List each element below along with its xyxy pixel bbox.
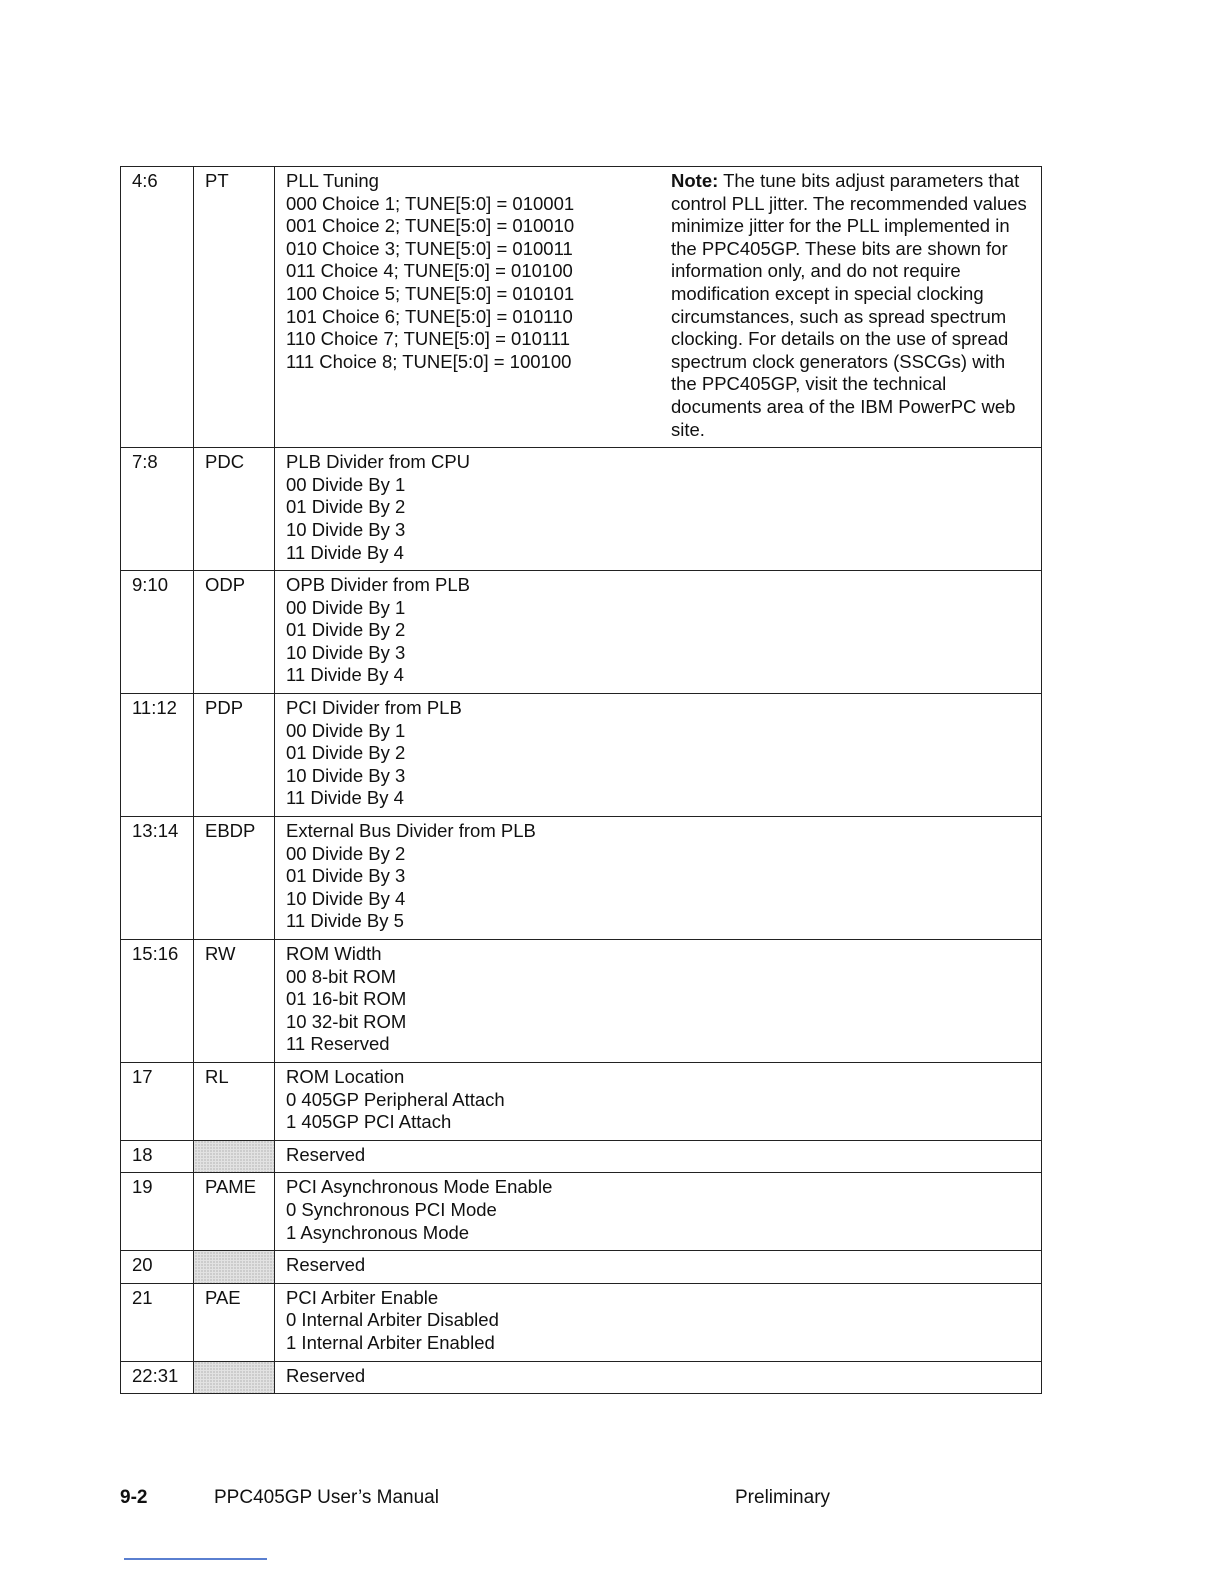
table-row [121, 571, 1042, 694]
note-line: minimize jitter for the PLL implemented in [671, 215, 1010, 237]
description-value-line: 0 Internal Arbiter Disabled [286, 1309, 499, 1331]
table-row [121, 1173, 1042, 1251]
description-value-line: 11 Divide By 4 [286, 664, 404, 686]
description-cell [275, 1062, 1042, 1140]
description-title: PLL Tuning [286, 170, 379, 191]
note-line-text: The tune bits adjust parameters that [718, 170, 1020, 191]
field-name-cell: PAME [194, 1173, 275, 1251]
description-value-line: 01 16-bit ROM [286, 988, 407, 1010]
description-lines [286, 943, 671, 1056]
reserved-shaded-cell [194, 1140, 275, 1173]
field-name-cell: PT [194, 167, 275, 448]
description-cell [275, 817, 1042, 940]
bits-cell: 19 [121, 1173, 194, 1251]
reserved-shaded-cell [194, 1251, 275, 1284]
description-value-line: 111 Choice 8; TUNE[5:0] = 100100 [286, 350, 572, 372]
field-name-cell: PDC [194, 448, 275, 571]
description-value-line: 10 32-bit ROM [286, 1010, 407, 1032]
field-name-cell: RW [194, 940, 275, 1063]
description-title: Reserved [286, 1254, 366, 1276]
field-name-cell: PDP [194, 694, 275, 817]
description-value-line: 10 Divide By 3 [286, 518, 406, 540]
description-cell [275, 940, 1042, 1063]
description-value-line: 01 Divide By 2 [286, 496, 406, 518]
bottom-rule [124, 1558, 267, 1560]
description-title: ROM Width [286, 943, 382, 964]
table-row [121, 1140, 1042, 1173]
table-row [121, 1361, 1042, 1394]
note-line: documents area of the IBM PowerPC web [671, 395, 1016, 417]
description-value-line: 00 8-bit ROM [286, 965, 397, 987]
bits-cell: 18 [121, 1140, 194, 1173]
description-cell [275, 448, 1042, 571]
table-row [121, 1283, 1042, 1361]
description-cell [275, 1173, 1042, 1251]
description-value-line: 01 Divide By 3 [286, 865, 406, 887]
description-value-line: 101 Choice 6; TUNE[5:0] = 010110 [286, 305, 573, 327]
description-cell [275, 1140, 1042, 1173]
description-lines [286, 1287, 671, 1355]
description-value-line: 001 Choice 2; TUNE[5:0] = 010010 [286, 215, 575, 237]
description-title: External Bus Divider from PLB [286, 820, 536, 842]
description-value-line: 0 405GP Peripheral Attach [286, 1088, 505, 1110]
description-lines [286, 1144, 671, 1167]
field-name-cell: EBDP [194, 817, 275, 940]
description-title: PCI Arbiter Enable [286, 1286, 439, 1308]
field-name-cell: PAE [194, 1283, 275, 1361]
bits-cell: 7:8 [121, 448, 194, 571]
description-value-line: 00 Divide By 1 [286, 473, 406, 495]
description-title: Reserved [286, 1143, 366, 1165]
description-value-line: 000 Choice 1; TUNE[5:0] = 010001 [286, 192, 575, 214]
table-row [121, 448, 1042, 571]
description-value-line: 11 Divide By 4 [286, 787, 404, 809]
description-cell [275, 167, 1042, 448]
note-line: circumstances, such as spread spectrum [671, 305, 1007, 327]
field-name-cell: RL [194, 1062, 275, 1140]
description-cell [275, 571, 1042, 694]
table-row [121, 1251, 1042, 1284]
description-value-line: 00 Divide By 1 [286, 719, 406, 741]
bits-cell: 13:14 [121, 817, 194, 940]
note-line [671, 170, 1031, 193]
note-line: the PPC405GP, visit the technical [671, 373, 947, 395]
bits-cell: 11:12 [121, 694, 194, 817]
description-lines [286, 820, 671, 933]
description-lines [286, 574, 671, 687]
description-title: PCI Asynchronous Mode Enable [286, 1176, 553, 1198]
description-value-line: 01 Divide By 2 [286, 619, 406, 641]
bits-cell: 15:16 [121, 940, 194, 1063]
field-name-cell: ODP [194, 571, 275, 694]
note-line: control PLL jitter. The recommended values [671, 192, 1027, 214]
description-lines [286, 1066, 671, 1134]
description-value-line: 00 Divide By 1 [286, 596, 406, 618]
description-value-line: 011 Choice 4; TUNE[5:0] = 010100 [286, 260, 573, 282]
description-title: ROM Location [286, 1065, 405, 1087]
table-row [121, 167, 1042, 448]
table-row [121, 817, 1042, 940]
bits-cell: 22:31 [121, 1361, 194, 1394]
note-line: modification except in special clocking [671, 282, 984, 304]
description-value-line: 11 Divide By 4 [286, 541, 404, 563]
description-value-line: 010 Choice 3; TUNE[5:0] = 010011 [286, 237, 573, 259]
description-lines [286, 170, 671, 441]
reserved-shaded-cell [194, 1361, 275, 1394]
description-value-line: 01 Divide By 2 [286, 742, 406, 764]
description-value-line: 1 405GP PCI Attach [286, 1111, 452, 1133]
bits-cell: 17 [121, 1062, 194, 1140]
description-value-line: 110 Choice 7; TUNE[5:0] = 010111 [286, 328, 571, 350]
description-value-line: 10 Divide By 3 [286, 641, 406, 663]
note-line: site. [671, 418, 705, 440]
description-lines [286, 1254, 671, 1277]
table-row [121, 1062, 1042, 1140]
description-title: Reserved [286, 1364, 366, 1386]
description-value-line: 11 Divide By 5 [286, 910, 404, 932]
description-value-line: 0 Synchronous PCI Mode [286, 1198, 497, 1220]
description-value-line: 10 Divide By 3 [286, 764, 406, 786]
description-cell [275, 1361, 1042, 1394]
register-table-body [121, 167, 1042, 1394]
description-lines [286, 451, 671, 564]
description-value-line: 00 Divide By 2 [286, 842, 406, 864]
description-lines [286, 697, 671, 810]
bits-cell: 4:6 [121, 167, 194, 448]
description-value-line: 11 Reserved [286, 1033, 390, 1055]
description-lines [286, 1176, 671, 1244]
bits-cell: 20 [121, 1251, 194, 1284]
note-label: Note: [671, 170, 719, 191]
description-cell [275, 1283, 1042, 1361]
register-field-table [120, 166, 1042, 1394]
description-value-line: 1 Internal Arbiter Enabled [286, 1331, 495, 1353]
table-row [121, 694, 1042, 817]
description-lines [286, 1365, 671, 1388]
description-value-line: 10 Divide By 4 [286, 887, 406, 909]
description-title: OPB Divider from PLB [286, 574, 471, 596]
note-text [671, 170, 1031, 441]
note-line: the PPC405GP. These bits are shown for [671, 237, 1008, 259]
manual-title: PPC405GP User’s Manual [214, 1487, 439, 1508]
bits-cell: 9:10 [121, 571, 194, 694]
note-line: clocking. For details on the use of spread [671, 328, 1009, 350]
note-line: spectrum clock generators (SSCGs) with [671, 350, 1006, 372]
description-title: PCI Divider from PLB [286, 697, 462, 719]
description-value-line: 1 Asynchronous Mode [286, 1221, 470, 1243]
note-line: information only, and do not require [671, 260, 961, 282]
description-cell [275, 1251, 1042, 1284]
description-value-line: 100 Choice 5; TUNE[5:0] = 010101 [286, 282, 575, 304]
document-status: Preliminary [735, 1487, 831, 1508]
table-row [121, 940, 1042, 1063]
page-number: 9-2 [120, 1487, 148, 1508]
description-title: PLB Divider from CPU [286, 451, 471, 473]
description-cell [275, 694, 1042, 817]
bits-cell: 21 [121, 1283, 194, 1361]
